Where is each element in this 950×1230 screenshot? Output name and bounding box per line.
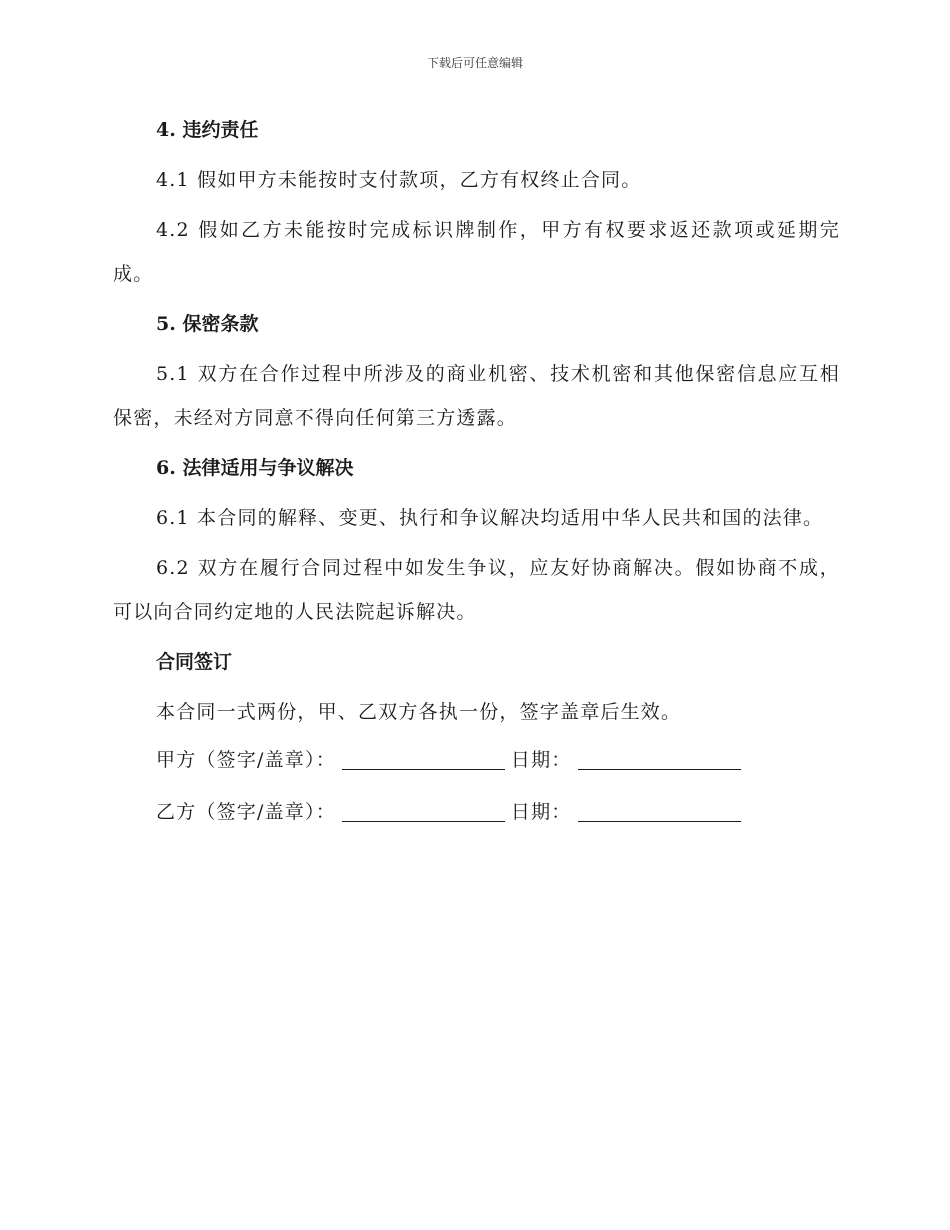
- party-a-signature-row: [113, 734, 840, 786]
- party-b-signature-line: [342, 801, 505, 822]
- section-6-title: 6. 法律适用与争议解决: [156, 457, 354, 479]
- party-a-date-label: 日期：: [510, 749, 572, 771]
- party-b-date-label: 日期：: [510, 801, 572, 823]
- signing-statement: 本合同一式两份，甲、乙双方各执一份，签字盖章后生效。: [156, 701, 682, 723]
- party-a-signature-line: [342, 749, 505, 770]
- party-b-label: 乙方（签字/盖章）：: [156, 801, 336, 823]
- party-b-date-line: [578, 801, 741, 822]
- document-body: [113, 108, 840, 838]
- clause-6-2: 6.2 双方在履行合同过程中如发生争议，应友好协商解决。假如协商不成，可以向合同约定地的人民法院起诉解决。: [113, 557, 840, 623]
- party-a-label: 甲方（签字/盖章）：: [156, 749, 336, 771]
- clause-4-2: 4.2 假如乙方未能按时完成标识牌制作，甲方有权要求返还款项或延期完成。: [113, 219, 840, 285]
- signing-title: 合同签订: [156, 651, 233, 673]
- section-4-title: 4. 违约责任: [156, 119, 259, 141]
- clause-5-1: 5.1 双方在合作过程中所涉及的商业机密、技术机密和其他保密信息应互相保密，未经对方同意不得向任何第三方透露。: [113, 363, 840, 429]
- party-a-date-line: [578, 749, 741, 770]
- party-b-signature-row: [113, 786, 840, 838]
- section-5-title: 5. 保密条款: [156, 313, 259, 335]
- clause-6-1: 6.1 本合同的解释、变更、执行和争议解决均适用中华人民共和国的法律。: [156, 507, 824, 529]
- page-header: 下载后可任意编辑: [426, 56, 523, 70]
- clause-4-1: 4.1 假如甲方未能按时支付款项，乙方有权终止合同。: [156, 169, 642, 191]
